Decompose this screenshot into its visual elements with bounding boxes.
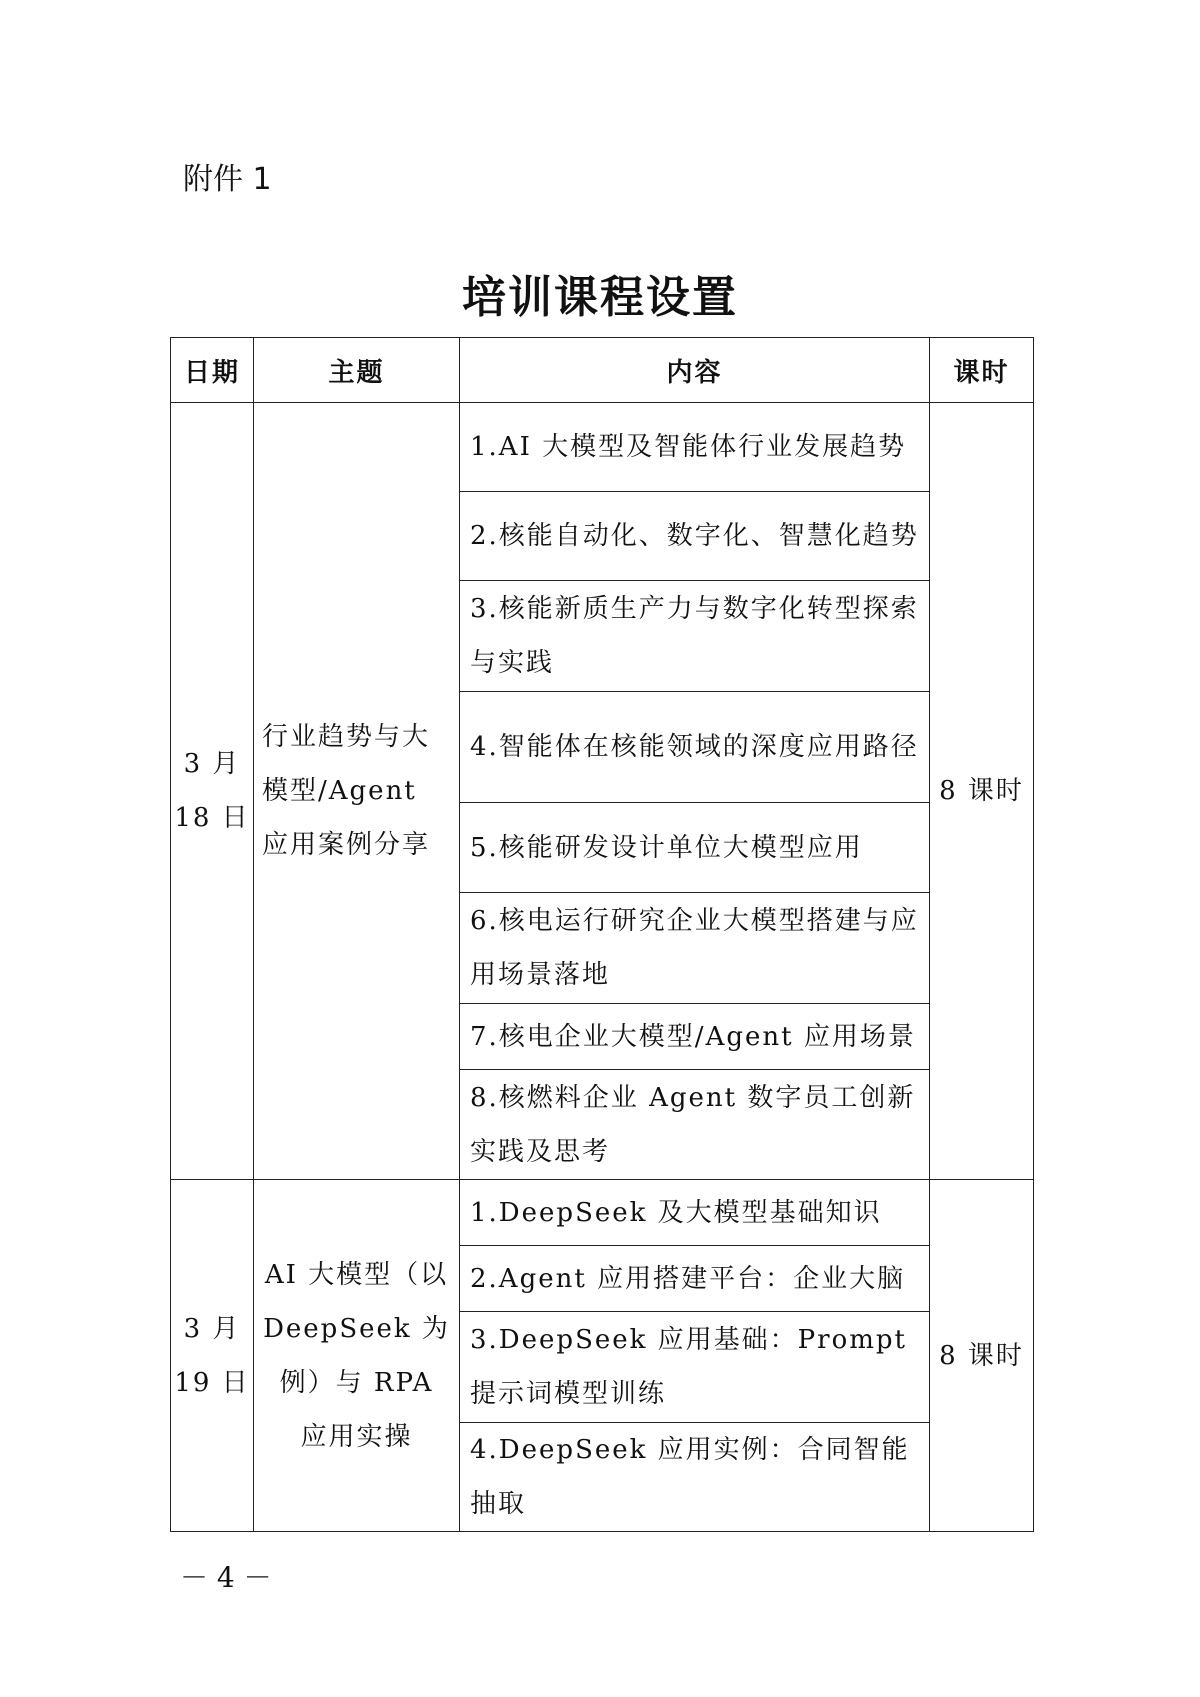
header-hours: 课时 <box>930 338 1034 403</box>
topic-cell-2: AI 大模型（以 DeepSeek 为例）与 RPA 应用实操 <box>254 1180 460 1532</box>
hours-cell-2: 8 课时 <box>930 1180 1034 1532</box>
header-content: 内容 <box>460 338 930 403</box>
date-month-2: 3 月 <box>183 1313 241 1344</box>
course-table <box>170 337 1034 1532</box>
content-item: 1.DeepSeek 及大模型基础知识 <box>460 1180 930 1246</box>
attachment-label: 附件 1 <box>183 162 272 197</box>
topic-cell-1: 行业趋势与大模型/Agent 应用案例分享 <box>254 403 460 1180</box>
content-item: 7.核电企业大模型/Agent 应用场景 <box>460 1004 930 1070</box>
date-month-1: 3 月 <box>183 749 241 779</box>
date-cell-2 <box>171 1180 254 1532</box>
content-item: 5.核能研发设计单位大模型应用 <box>460 803 930 893</box>
date-day-2: 19 日 <box>174 1367 250 1398</box>
content-item: 4.DeepSeek 应用实例：合同智能抽取 <box>460 1423 930 1532</box>
date-cell-1 <box>171 403 254 1180</box>
content-item: 1.AI 大模型及智能体行业发展趋势 <box>460 403 930 492</box>
hours-cell-1: 8 课时 <box>930 403 1034 1180</box>
table-header-row <box>171 338 1034 403</box>
content-item: 3.核能新质生产力与数字化转型探索与实践 <box>460 581 930 692</box>
content-item: 3.DeepSeek 应用基础：Prompt 提示词模型训练 <box>460 1312 930 1423</box>
content-item: 6.核电运行研究企业大模型搭建与应用场景落地 <box>460 893 930 1004</box>
page-number: － 4 － <box>180 1561 272 1594</box>
page-title: 培训课程设置 <box>462 272 738 323</box>
date-day-1: 18 日 <box>174 803 250 833</box>
header-date: 日期 <box>171 338 254 403</box>
header-topic: 主题 <box>254 338 460 403</box>
table-row <box>171 403 1034 492</box>
table-row <box>171 1180 1034 1246</box>
content-item: 4.智能体在核能领域的深度应用路径 <box>460 692 930 803</box>
content-item: 2.核能自动化、数字化、智慧化趋势 <box>460 492 930 581</box>
content-item: 8.核燃料企业 Agent 数字员工创新实践及思考 <box>460 1070 930 1180</box>
content-item: 2.Agent 应用搭建平台：企业大脑 <box>460 1246 930 1312</box>
